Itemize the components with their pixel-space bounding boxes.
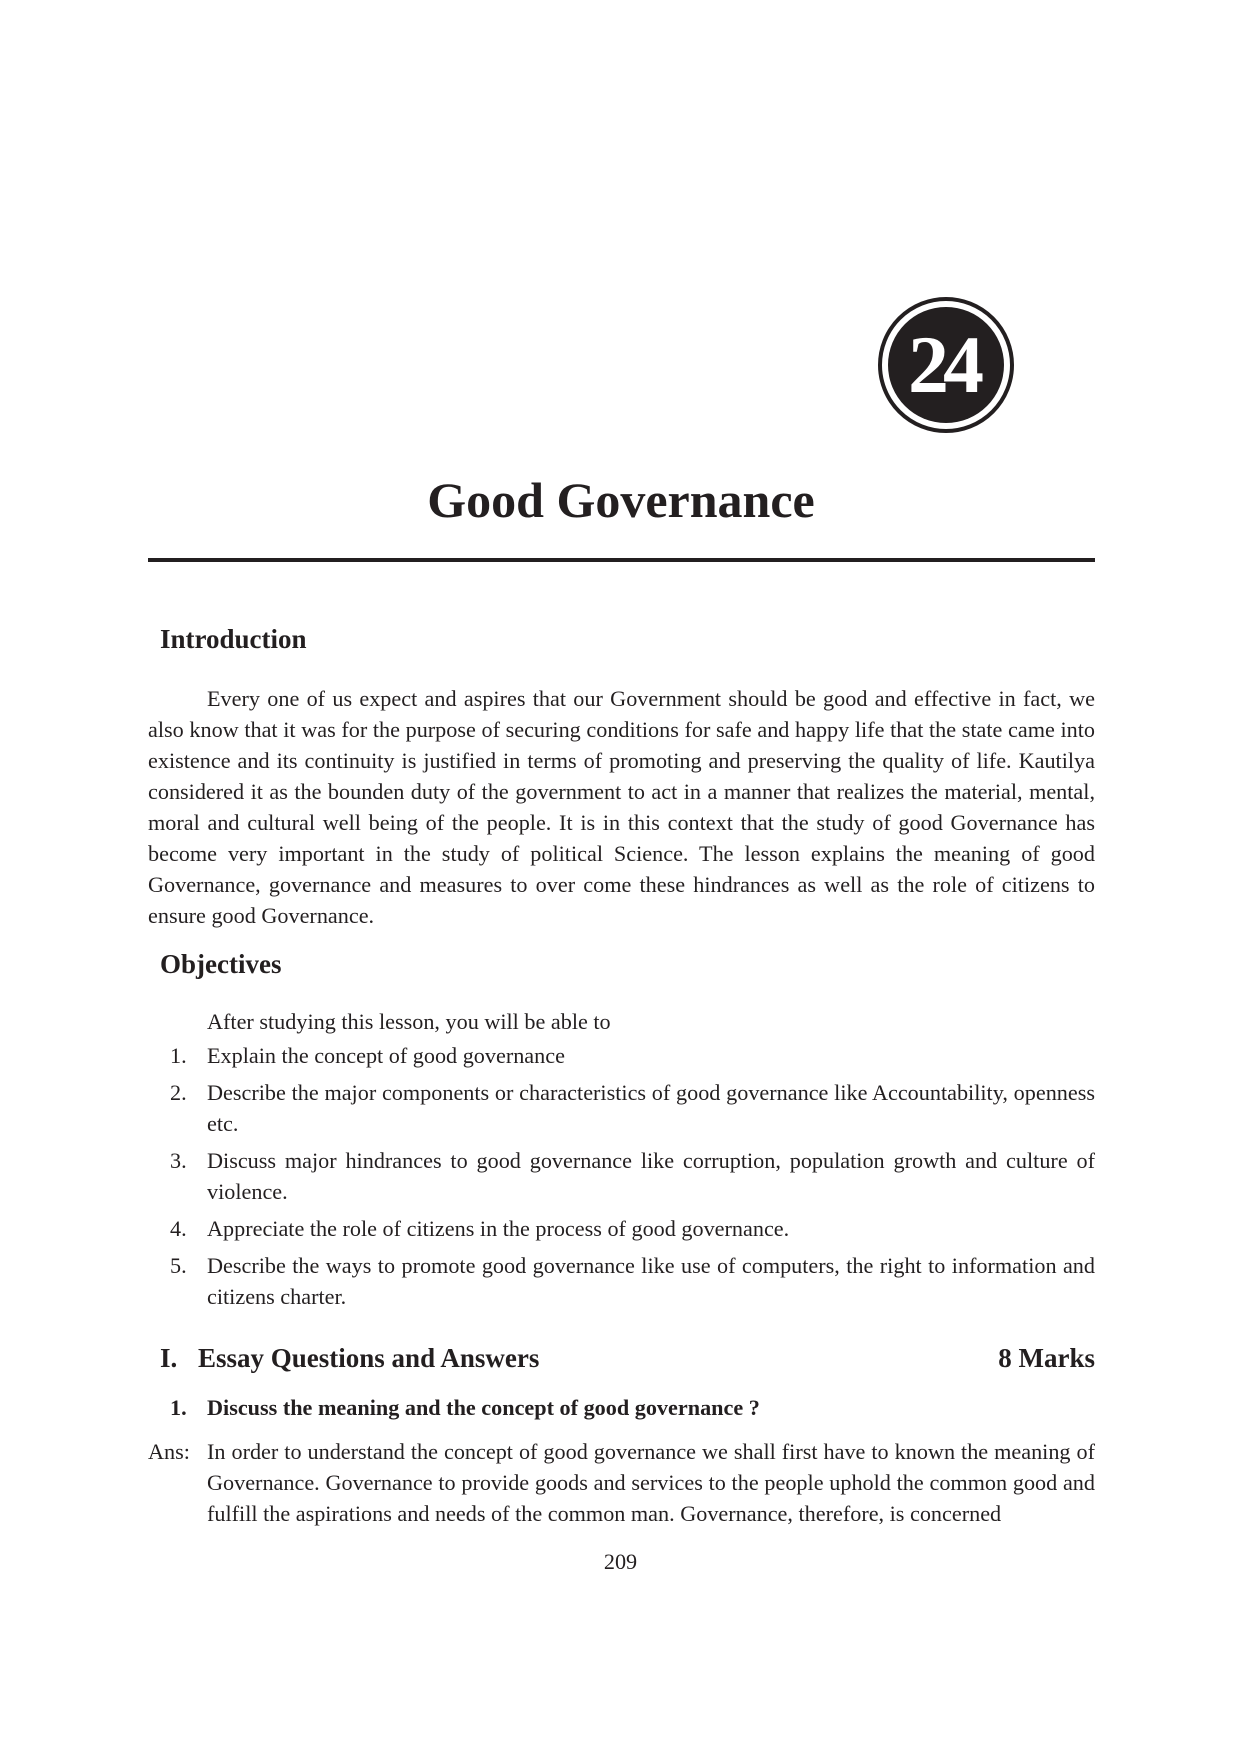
objectives-list (148, 1040, 1095, 1318)
title-divider (148, 558, 1095, 562)
objective-text: Appreciate the role of citizens in the process of good governance. (207, 1216, 790, 1241)
objective-text: Explain the concept of good governance (207, 1043, 565, 1068)
objective-number: 3. (170, 1148, 187, 1173)
question-number-slot (148, 1392, 207, 1423)
objective-item (148, 1145, 1095, 1207)
objective-item (148, 1250, 1095, 1312)
section-roman-numeral: I. (160, 1343, 178, 1373)
objective-text: Discuss major hindrances to good governance like corruption, population growth and culture of violence. (207, 1148, 1095, 1204)
objective-number: 5. (170, 1253, 187, 1278)
essay-heading-text: Essay Questions and Answers (198, 1343, 540, 1373)
objective-item (148, 1040, 1095, 1071)
question-text: Discuss the meaning and the concept of good governance ? (207, 1395, 760, 1420)
objective-item (148, 1213, 1095, 1244)
objectives-heading: Objectives (160, 949, 282, 979)
essay-section-heading (160, 1341, 1095, 1375)
page-number: 209 (603, 1549, 638, 1574)
answer (148, 1436, 1095, 1529)
marks-label: 8 Marks (998, 1343, 1095, 1373)
objective-number: 4. (170, 1216, 187, 1241)
essay-section-title (160, 1341, 539, 1375)
answer-text: In order to understand the concept of good governance we shall first have to known the meaning of Governance. Governance to provide goods and services to the people uphold the common good and fulfill the aspirations and needs of the common man. Governance, therefore, is concerned (207, 1439, 1095, 1526)
objective-text: Describe the ways to promote good governance like use of computers, the right to information and citizens charter. (207, 1253, 1095, 1309)
objective-text: Describe the major components or characteristics of good governance like Accountability, openness etc. (207, 1080, 1095, 1136)
objective-number: 2. (170, 1080, 187, 1105)
question-number: 1. (170, 1395, 187, 1420)
introduction-heading: Introduction (160, 624, 307, 654)
chapter-title: Good Governance (427, 472, 815, 528)
question (148, 1392, 760, 1423)
objective-number: 1. (170, 1043, 187, 1068)
chapter-number-badge (878, 297, 1014, 433)
answer-label: Ans: (148, 1439, 190, 1464)
objective-item (148, 1077, 1095, 1139)
introduction-paragraph: Every one of us expect and aspires that our Government should be good and effective in fact, we also know that it was for the purpose of securing conditions for safe and happy life that the state came into existence and its continuity is justified in terms of promoting and preserving the quality of life. Kautilya considered it as the bounden duty of the government to act in a manner that realizes the material, mental, moral and cultural well being of the people. It is in this context that the study of good Governance has become very important in the study of political Science. The lesson explains the meaning of good Governance, governance and measures to over come these hindrances as well as the role of citizens to ensure good Governance. (148, 686, 1095, 928)
objectives-lead: After studying this lesson, you will be able to (207, 1009, 611, 1034)
chapter-number: 24 (888, 307, 1004, 423)
